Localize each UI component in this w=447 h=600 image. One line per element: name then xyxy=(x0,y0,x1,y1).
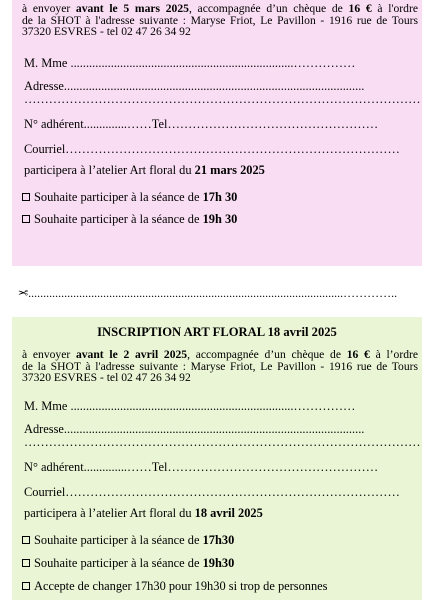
session-option-2[interactable]: Souhaite participer à la séance de 19h 30 xyxy=(22,212,237,226)
name-field[interactable]: M. Mme ........................................................................…………… xyxy=(24,56,356,70)
registration-form-april xyxy=(12,317,422,600)
checkbox[interactable] xyxy=(22,193,30,201)
send-instructions: à envoyer avant le 2 avril 2025, accompagnée d’un chèque de 16 € à l’ordre de la SHOT à l'adresse suivante : Maryse Friot, Le Pavillon - 1916 rue de Tours 37320 ESVRES - tel 02 47 26 34 92 xyxy=(22,348,419,385)
scissors-icon: ✂ xyxy=(18,286,29,300)
email-field[interactable]: Courriel……………………………………………………………………… xyxy=(24,142,400,156)
form-title: INSCRIPTION ART FLORAL 18 avril 2025 xyxy=(97,325,337,339)
cut-line: ✂.........................................................................................................………….. xyxy=(18,286,398,300)
checkbox[interactable] xyxy=(22,215,30,223)
address-field-line2[interactable]: …………………………………………………………………………………… xyxy=(24,92,421,106)
session-option-1[interactable]: Souhaite participer à la séance de 17h 30 xyxy=(22,190,237,204)
checkbox[interactable] xyxy=(22,536,30,544)
session-option-1[interactable]: Souhaite participer à la séance de 17h30 xyxy=(22,533,234,547)
checkbox[interactable] xyxy=(22,559,30,567)
registration-form-march xyxy=(12,0,422,266)
session-option-2[interactable]: Souhaite participer à la séance de 19h30 xyxy=(22,556,234,570)
email-field[interactable]: Courriel……………………………………………………………………… xyxy=(24,485,400,499)
address-field[interactable]: Adresse................................................................................................. xyxy=(24,422,365,436)
address-field-line2[interactable]: …………………………………………………………………………………… xyxy=(24,435,421,449)
session-option-3[interactable]: Accepte de changer 17h30 pour 19h30 si trop de personnes xyxy=(22,579,328,593)
name-field[interactable]: M. Mme ........................................................................…………… xyxy=(24,399,356,413)
workshop-statement: participera à l’atelier Art floral du 21 mars 2025 xyxy=(24,163,265,177)
member-phone-field[interactable]: N° adhérent..............……Tel…………………………………………… xyxy=(24,460,379,474)
member-phone-field[interactable]: N° adhérent..............……Tel…………………………………………… xyxy=(24,117,379,131)
checkbox[interactable] xyxy=(22,582,30,590)
address-field[interactable]: Adresse................................................................................................. xyxy=(24,79,365,93)
send-instructions: à envoyer avant le 5 mars 2025, accompagnée d’un chèque de 16 € à l'ordre de la SHOT à l'adresse suivante : Maryse Friot, Le Pavillon - 1916 rue de Tours 37320 ESVRES - tel 02 47 26 34 92 xyxy=(22,2,418,39)
workshop-statement: participera à l’atelier Art floral du 18 avril 2025 xyxy=(24,506,263,520)
